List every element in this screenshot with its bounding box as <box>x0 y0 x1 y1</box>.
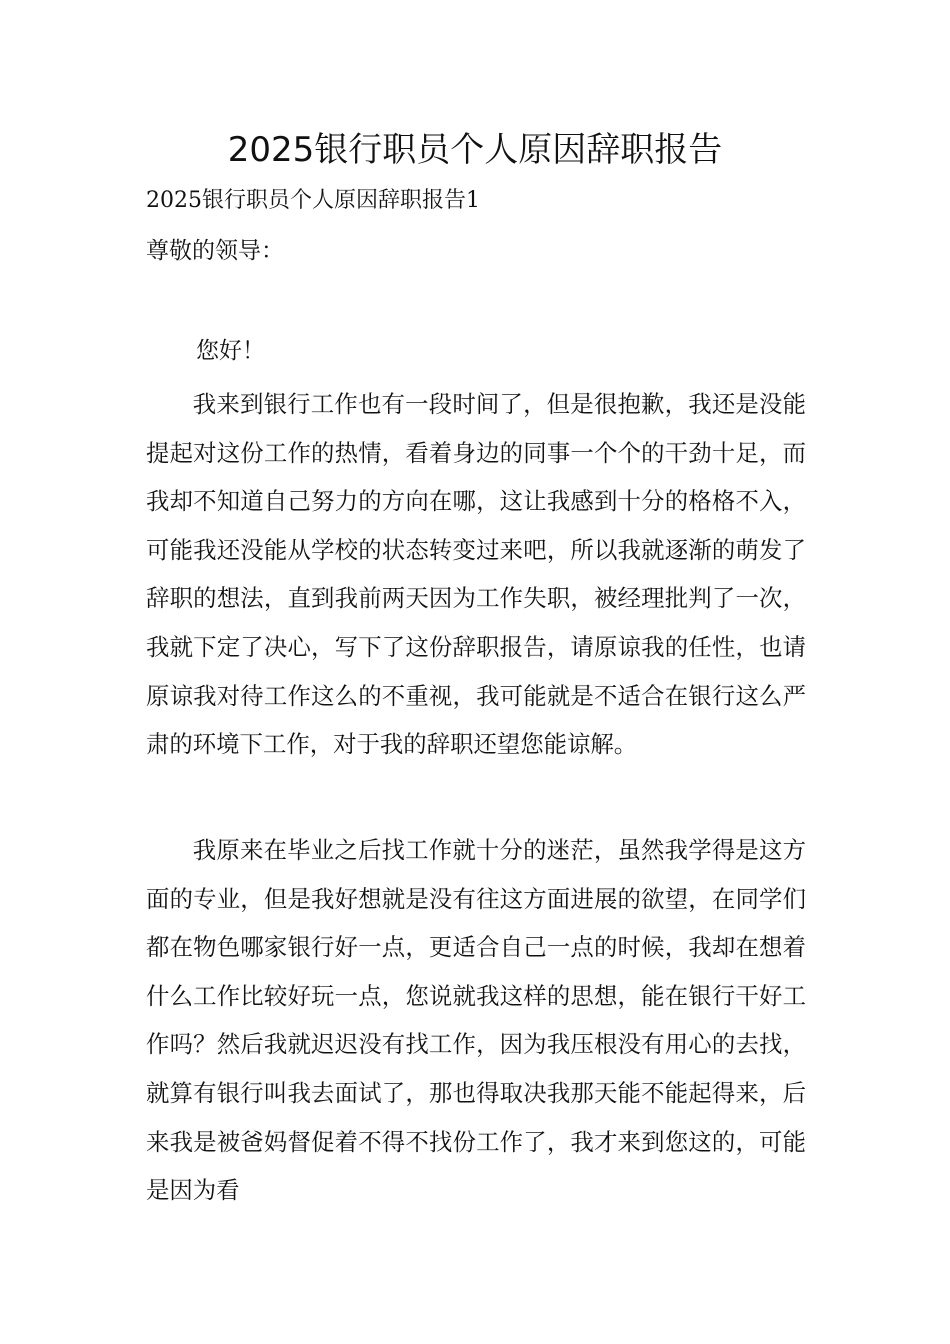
document-subtitle: 2025银行职员个人原因辞职报告1 <box>146 188 480 213</box>
body-paragraph: 我来到银行工作也有一段时间了，但是很抱歉，我还是没能提起对这份工作的热情，看着身边的同事一个个的干劲十足，而我却不知道自己努力的方向在哪，这让我感到十分的格格不入，可能我还没能从学校的状态转变过来吧，所以我就逐渐的萌发了辞职的想法，直到我前两天因为工作失职，被经理批判了一次，我就下定了决心，写下了这份辞职报告，请原谅我的任性，也请原谅我对待工作这么的不重视，我可能就是不适合在银行这么严肃的环境下工作，对于我的辞职还望您能谅解。 <box>146 390 806 759</box>
greeting: 您好！ <box>196 338 265 364</box>
document-title: 2025银行职员个人原因辞职报告 <box>227 130 723 170</box>
salutation: 尊敬的领导： <box>146 238 284 264</box>
body-paragraph: 我原来在毕业之后找工作就十分的迷茫，虽然我学得是这方面的专业，但是我好想就是没有往这方面进展的欲望，在同学们都在物色哪家银行好一点，更适合自己一点的时候，我却在想着什么工作比较好玩一点，您说就我这样的思想，能在银行干好工作吗？然后我就迟迟没有找工作，因为我压根没有用心的去找，就算有银行叫我去面试了，那也得取决我那天能不能起得来，后来我是被爸妈督促着不得不找份工作了，我才来到您这的，可能是因为看 <box>146 836 806 1205</box>
